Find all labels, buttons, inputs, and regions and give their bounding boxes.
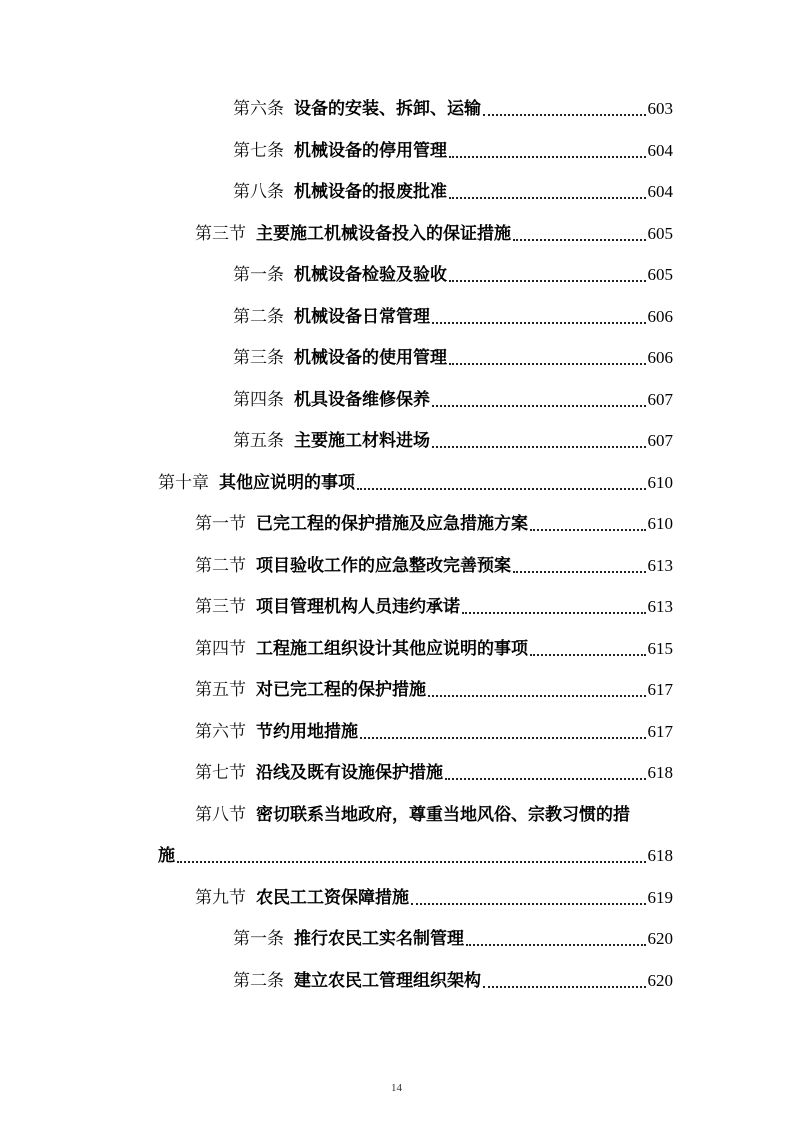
dot-leader xyxy=(449,180,646,204)
toc-entry[interactable] xyxy=(233,139,673,163)
toc-entry[interactable] xyxy=(195,222,673,246)
dot-leader xyxy=(530,512,646,536)
dot-leader xyxy=(466,927,646,951)
entry-page: 618 xyxy=(647,846,673,865)
dot-leader xyxy=(428,678,646,702)
toc-entry[interactable] xyxy=(233,180,673,204)
entry-title: 农民工工资保障措施 xyxy=(256,888,409,908)
entry-title: 机械设备的报废批准 xyxy=(294,182,447,202)
page-number: 14 xyxy=(391,1082,402,1094)
dot-leader xyxy=(445,761,646,785)
entry-title: 密切联系当地政府，尊重当地风俗、宗教习惯的措 xyxy=(256,805,630,825)
toc-entry[interactable] xyxy=(195,761,673,785)
entry-page: 610 xyxy=(647,473,673,492)
dot-leader xyxy=(513,554,646,578)
dot-leader xyxy=(483,97,646,121)
dot-leader xyxy=(462,595,646,619)
dot-leader xyxy=(357,471,646,495)
toc-entry[interactable] xyxy=(195,678,673,702)
entry-page: 620 xyxy=(647,971,673,990)
toc-entry[interactable] xyxy=(195,720,673,744)
entry-page: 617 xyxy=(647,680,673,699)
entry-title: 建立农民工管理组织架构 xyxy=(294,971,481,991)
entry-number: 第五节 xyxy=(195,680,246,700)
entry-page: 613 xyxy=(647,597,673,616)
entry-page: 605 xyxy=(647,265,673,284)
entry-page: 607 xyxy=(647,431,673,450)
toc-entry[interactable] xyxy=(233,346,673,370)
entry-number: 第七条 xyxy=(233,141,284,161)
dot-leader xyxy=(411,886,646,910)
entry-number: 第四节 xyxy=(195,639,246,659)
entry-title: 机具设备维修保养 xyxy=(294,390,430,410)
entry-number: 第十章 xyxy=(158,473,209,493)
entry-title: 机械设备的停用管理 xyxy=(294,141,447,161)
entry-number: 第六节 xyxy=(195,722,246,742)
entry-page: 615 xyxy=(647,639,673,658)
entry-page: 613 xyxy=(647,556,673,575)
dot-leader xyxy=(449,263,646,287)
entry-title: 节约用地措施 xyxy=(256,722,358,742)
entry-page: 605 xyxy=(647,224,673,243)
dot-leader xyxy=(513,222,646,246)
entry-number: 第九节 xyxy=(195,888,246,908)
entry-title: 项目管理机构人员违约承诺 xyxy=(256,597,460,617)
toc-entry[interactable] xyxy=(195,512,673,536)
entry-page: 610 xyxy=(647,514,673,533)
dot-leader xyxy=(530,637,646,661)
entry-page: 606 xyxy=(647,348,673,367)
toc-entry[interactable] xyxy=(195,803,673,827)
toc-entry[interactable] xyxy=(195,554,673,578)
entry-page: 618 xyxy=(647,763,673,782)
entry-number: 第六条 xyxy=(233,99,284,119)
entry-title: 项目验收工作的应急整改完善预案 xyxy=(256,556,511,576)
entry-number: 第七节 xyxy=(195,763,246,783)
entry-title: 对已完工程的保护措施 xyxy=(256,680,426,700)
entry-number: 第一节 xyxy=(195,514,246,534)
entry-title: 已完工程的保护措施及应急措施方案 xyxy=(256,514,528,534)
toc-entry[interactable] xyxy=(233,263,673,287)
toc-entry[interactable] xyxy=(195,637,673,661)
toc-entry[interactable] xyxy=(233,429,673,453)
entry-page: 604 xyxy=(647,182,673,201)
entry-number: 第八节 xyxy=(195,805,246,825)
toc-entry[interactable] xyxy=(233,305,673,329)
entry-number: 第四条 xyxy=(233,390,284,410)
dot-leader xyxy=(360,720,646,744)
dot-leader xyxy=(449,346,646,370)
entry-number: 第八条 xyxy=(233,182,284,202)
entry-title: 机械设备的使用管理 xyxy=(294,348,447,368)
entry-number: 第二节 xyxy=(195,556,246,576)
entry-title: 沿线及既有设施保护措施 xyxy=(256,763,443,783)
entry-number: 第五条 xyxy=(233,431,284,451)
entry-title: 主要施工材料进场 xyxy=(294,431,430,451)
entry-page: 607 xyxy=(647,390,673,409)
toc-entry[interactable] xyxy=(195,595,673,619)
entry-number: 第三条 xyxy=(233,348,284,368)
dot-leader xyxy=(432,305,646,329)
entry-page: 603 xyxy=(647,99,673,118)
entry-title: 推行农民工实名制管理 xyxy=(294,929,464,949)
entry-number: 第三节 xyxy=(195,224,246,244)
entry-title: 机械设备日常管理 xyxy=(294,307,430,327)
toc-entry[interactable] xyxy=(233,388,673,412)
dot-leader xyxy=(177,844,646,868)
entry-number: 第二条 xyxy=(233,307,284,327)
toc-entry[interactable] xyxy=(233,97,673,121)
entry-title: 机械设备检验及验收 xyxy=(294,265,447,285)
entry-title-continuation: 施 xyxy=(158,846,175,866)
entry-page: 617 xyxy=(647,722,673,741)
entry-number: 第一条 xyxy=(233,265,284,285)
dot-leader xyxy=(483,969,646,993)
toc-entry[interactable] xyxy=(158,471,673,495)
entry-number: 第二条 xyxy=(233,971,284,991)
entry-title: 设备的安装、拆卸、运输 xyxy=(294,99,481,119)
entry-page: 604 xyxy=(647,141,673,160)
toc-entry[interactable] xyxy=(233,927,673,951)
entry-title: 其他应说明的事项 xyxy=(219,473,355,493)
entry-number: 第三节 xyxy=(195,597,246,617)
entry-page: 619 xyxy=(647,888,673,907)
dot-leader xyxy=(449,139,646,163)
entry-title: 工程施工组织设计其他应说明的事项 xyxy=(256,639,528,659)
entry-number: 第一条 xyxy=(233,929,284,949)
entry-page: 620 xyxy=(647,929,673,948)
toc-entry[interactable] xyxy=(233,969,673,993)
entry-title: 主要施工机械设备投入的保证措施 xyxy=(256,224,511,244)
dot-leader xyxy=(432,429,646,453)
dot-leader xyxy=(432,388,646,412)
toc-entry-continuation[interactable] xyxy=(158,844,673,868)
entry-page: 606 xyxy=(647,307,673,326)
toc-entry[interactable] xyxy=(195,886,673,910)
